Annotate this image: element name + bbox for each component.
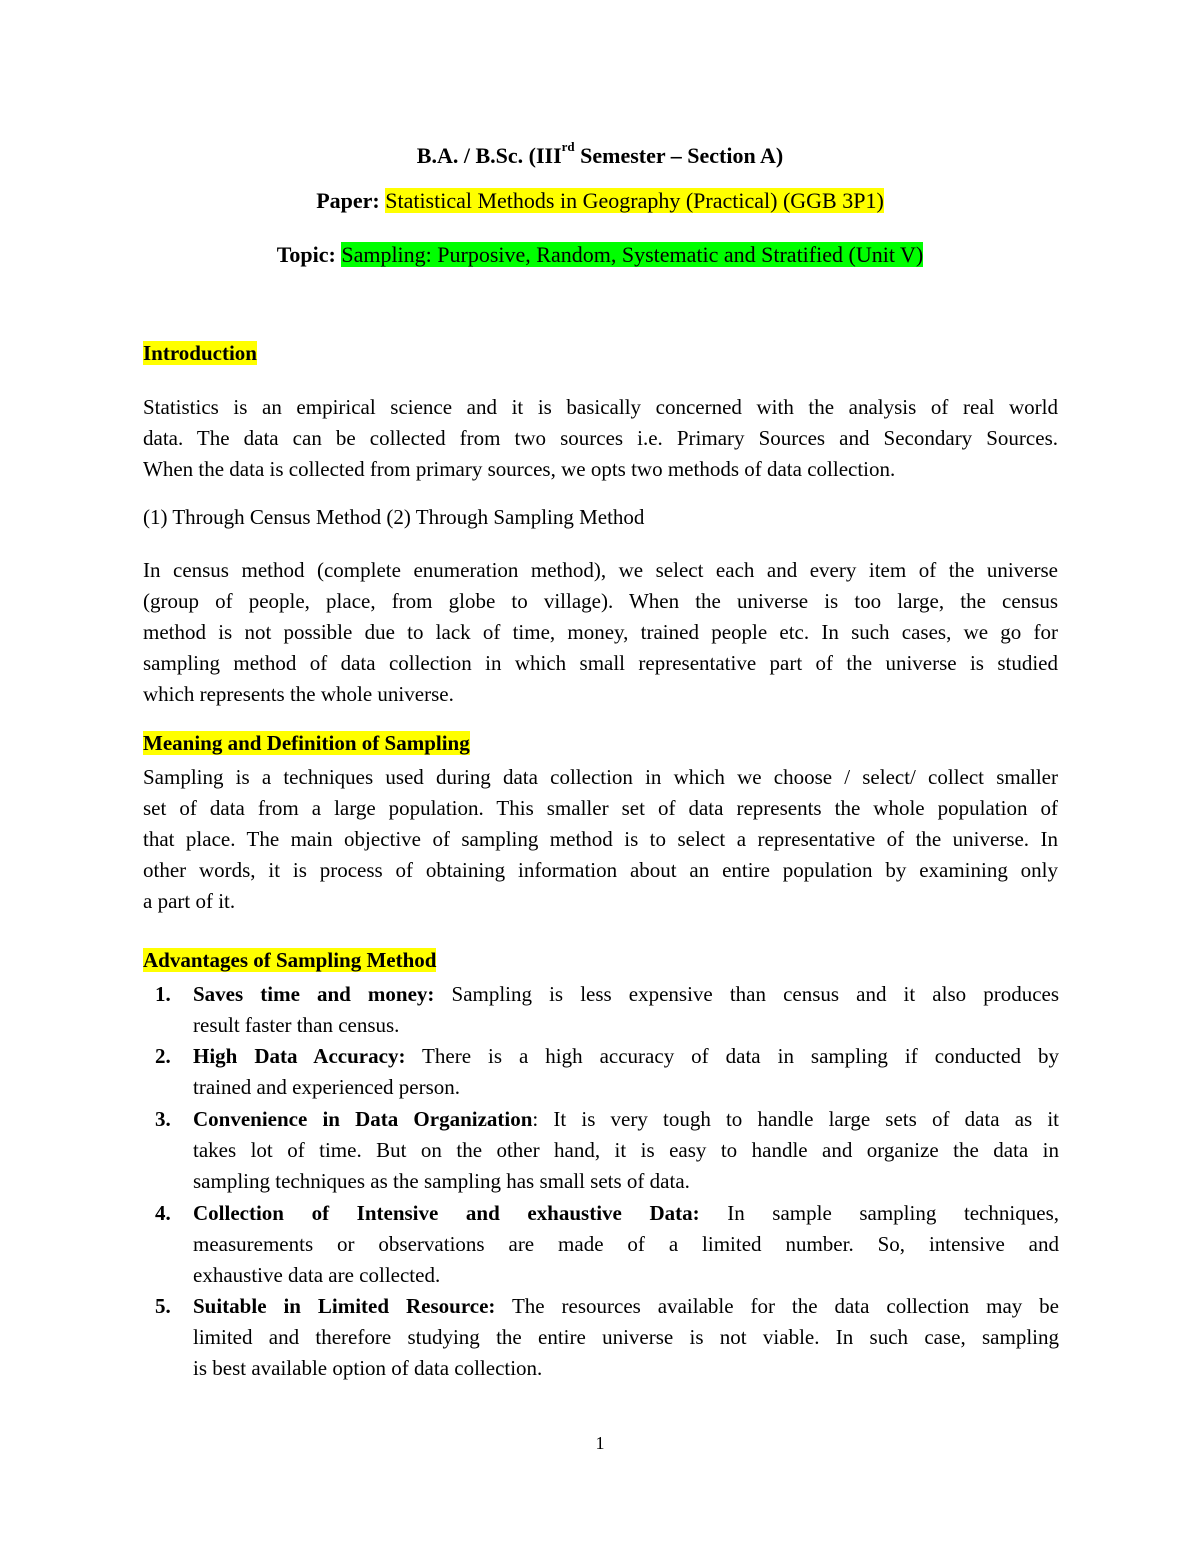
list-number: 2. [155, 1044, 171, 1068]
advantages-heading [143, 948, 436, 973]
advantage-text: is best available option of data collection. [193, 1356, 543, 1380]
advantage-item-1 [155, 979, 1060, 1041]
advantage-title: Saves time and money: [193, 982, 435, 1006]
advantage-title: Suitable in Limited Resource: [193, 1294, 496, 1318]
paragraph-line: (group of people, place, from globe to village). When the universe is too large, the census [143, 589, 1058, 613]
advantage-text: measurements or observations are made of a limited number. So, intensive and [193, 1232, 1059, 1256]
advantage-title: Convenience in Data Organization [193, 1107, 533, 1131]
paragraph-line: method is not possible due to lack of time, money, trained people etc. In such cases, we go for [143, 620, 1058, 644]
meaning-heading [143, 731, 470, 756]
advantage-item-5 [155, 1291, 1060, 1384]
topic-label: Topic: [276, 242, 336, 267]
page-number: 1 [595, 1433, 605, 1453]
paper-line [0, 188, 1200, 214]
advantage-text: takes lot of time. But on the other hand, it is easy to handle and organize the data in [193, 1138, 1059, 1162]
paragraph-line: Sampling is a techniques used during data collection in which we choose / select/ collect smaller [143, 765, 1058, 789]
advantage-text: In sample sampling techniques, [727, 1201, 1059, 1225]
advantage-text: Sampling is less expensive than census and it also produces [451, 982, 1060, 1006]
list-number: 4. [155, 1201, 171, 1225]
advantage-title: Collection of Intensive and exhaustive Data: [193, 1201, 700, 1225]
course-title-text: B.A. / B.Sc. (III [416, 143, 562, 168]
advantage-text: There is a high accuracy of data in sampling if conducted by [422, 1044, 1059, 1068]
paper-label: Paper: [316, 188, 380, 213]
advantage-text: result faster than census. [193, 1013, 400, 1037]
list-number: 3. [155, 1107, 171, 1131]
paragraph-line: data. The data can be collected from two sources i.e. Primary Sources and Secondary Sources. [143, 426, 1058, 450]
advantage-item-4 [155, 1198, 1059, 1291]
paper-value: Statistical Methods in Geography (Practical) (GGB 3P1) [385, 188, 884, 213]
paragraph-line: a part of it. [143, 889, 236, 913]
advantage-item-3 [155, 1104, 1060, 1197]
methods-line: (1) Through Census Method (2) Through Sampling Method [143, 505, 645, 529]
advantages-heading-text: Advantages of Sampling Method [143, 948, 437, 972]
paragraph-line: set of data from a large population. This smaller set of data represents the whole population of [143, 796, 1058, 820]
advantage-text: sampling techniques as the sampling has small sets of data. [193, 1169, 690, 1193]
course-title-suffix: Semester – Section A) [574, 143, 784, 168]
advantage-text: The resources available for the data collection may be [511, 1294, 1060, 1318]
advantage-text: It is very tough to handle large sets of data as it [553, 1107, 1060, 1131]
advantage-title: High Data Accuracy: [193, 1044, 406, 1068]
advantage-item-2 [155, 1041, 1059, 1103]
meaning-heading-text: Meaning and Definition of Sampling [143, 731, 470, 755]
course-title-superscript: rd [561, 139, 575, 154]
introduction-heading [143, 341, 257, 366]
paragraph-line: sampling method of data collection in which small representative part of the universe is studied [143, 651, 1058, 675]
topic-value: Sampling: Purposive, Random, Systematic and Stratified (Unit V) [341, 242, 924, 267]
course-title [0, 139, 1200, 169]
list-number: 1. [155, 982, 171, 1006]
paragraph-line: which represents the whole universe. [143, 682, 454, 706]
paragraph-line: In census method (complete enumeration method), we select each and every item of the universe [143, 558, 1058, 582]
paragraph-line: Statistics is an empirical science and it is basically concerned with the analysis of real world [143, 395, 1058, 419]
advantage-text: exhaustive data are collected. [193, 1263, 441, 1287]
topic-line [0, 242, 1200, 268]
introduction-heading-text: Introduction [143, 341, 257, 365]
paragraph-line: When the data is collected from primary sources, we opts two methods of data collection. [143, 457, 896, 481]
advantage-text: limited and therefore studying the entire universe is not viable. In such case, sampling [193, 1325, 1059, 1349]
meaning-paragraph [143, 762, 1058, 917]
paragraph-line: other words, it is process of obtaining information about an entire population by examining only [143, 858, 1058, 882]
introduction-paragraph-2 [143, 555, 1058, 710]
advantage-text: trained and experienced person. [193, 1075, 461, 1099]
introduction-paragraph-1 [143, 392, 1058, 485]
list-number: 5. [155, 1294, 171, 1318]
advantage-title-suffix: : [532, 1107, 539, 1131]
paragraph-line: that place. The main objective of sampling method is to select a representative of the universe. In [143, 827, 1058, 851]
